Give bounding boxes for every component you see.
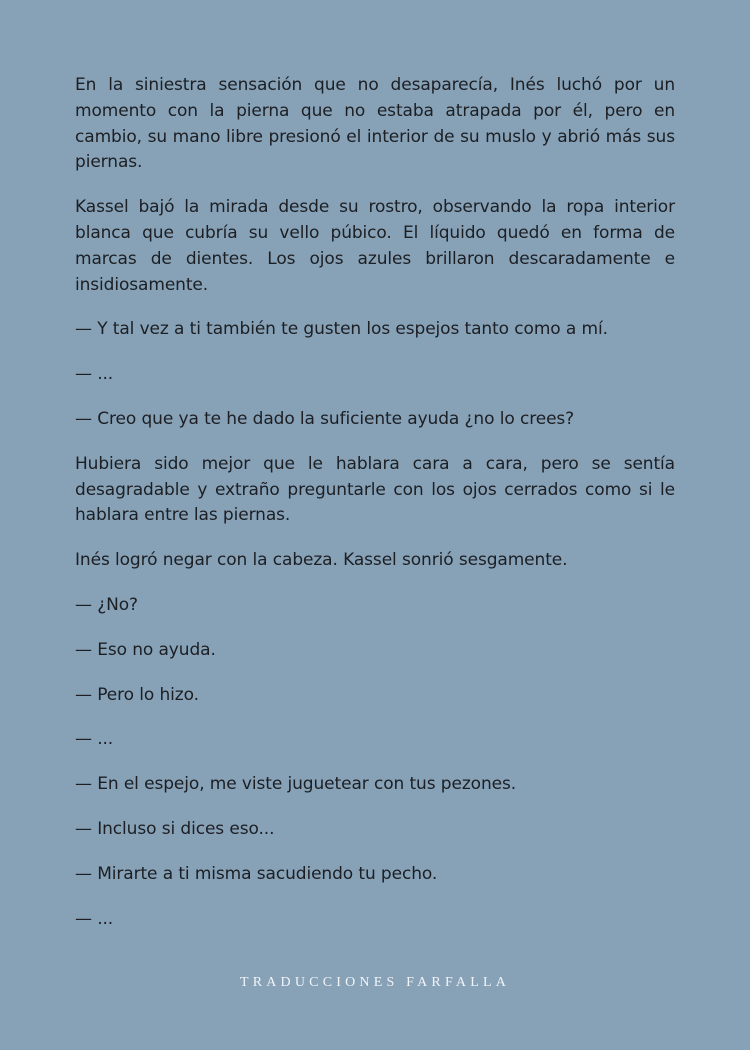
- paragraph: Hubiera sido mejor que le hablara cara a cara, pero se sentía desagradable y extraño preguntarle con los ojos cerrados como si le hablara entre las piernas.: [75, 453, 675, 526]
- dialogue-line: — ...: [75, 364, 114, 385]
- dialogue-line: — ...: [75, 729, 114, 750]
- paragraph: Kassel bajó la mirada desde su rostro, observando la ropa interior blanca que cubría su vello púbico. El líquido quedó en forma de marcas de dientes. Los ojos azules brillaron descaradamente e insidiosamente.: [75, 197, 675, 295]
- footer-credit: TRADUCCIONES FARFALLA: [239, 975, 511, 990]
- dialogue-line: — ¿No?: [75, 594, 138, 615]
- dialogue-line: — Creo que ya te he dado la suficiente ayuda ¿no lo crees?: [75, 408, 575, 429]
- dialogue-line: — Y tal vez a ti también te gusten los espejos tanto como a mí.: [75, 319, 608, 340]
- dialogue-line: — Eso no ayuda.: [75, 639, 216, 660]
- paragraph: En la siniestra sensación que no desaparecía, Inés luchó por un momento con la pierna que no estaba atrapada por él, pero en cambio, su mano libre presionó el interior de su muslo y abrió más sus piernas.: [75, 75, 675, 173]
- page-body: [75, 73, 675, 951]
- dialogue-line: — Pero lo hizo.: [75, 684, 199, 705]
- dialogue-line: — Incluso si dices eso...: [75, 818, 275, 839]
- dialogue-line: — Mirarte a ti misma sacudiendo tu pecho.: [75, 863, 438, 884]
- dialogue-line: — ...: [75, 908, 114, 929]
- paragraph: Inés logró negar con la cabeza. Kassel sonrió sesgamente.: [75, 550, 568, 571]
- dialogue-line: — En el espejo, me viste juguetear con tus pezones.: [75, 774, 517, 795]
